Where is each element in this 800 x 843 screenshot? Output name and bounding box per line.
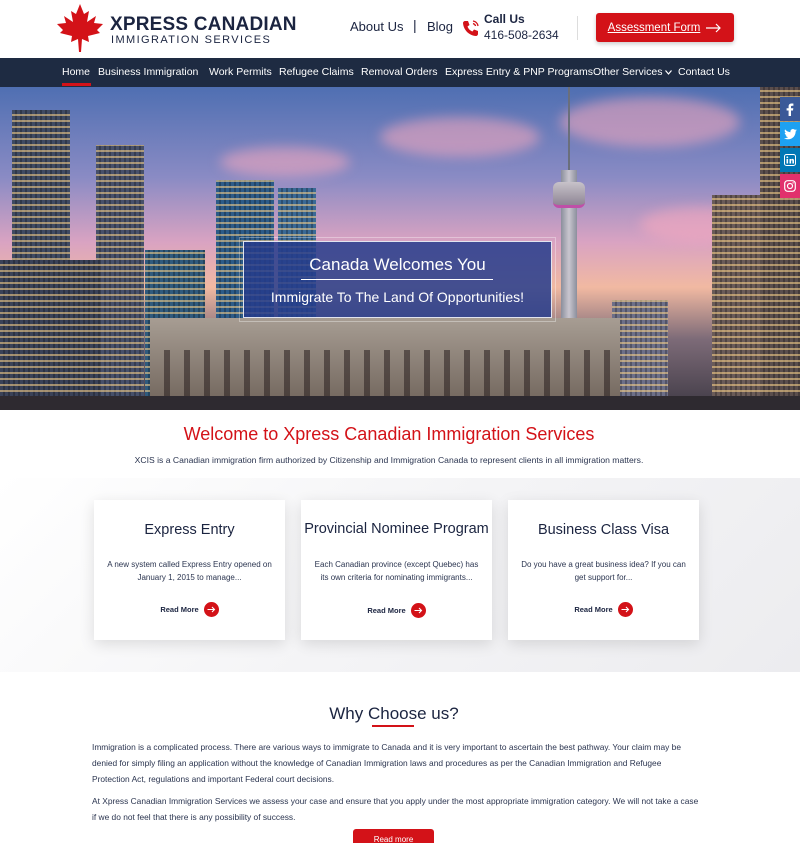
maple-leaf-icon <box>54 2 106 54</box>
linkedin-icon <box>784 154 796 166</box>
why-choose-heading: Why Choose us? <box>329 704 459 723</box>
cn-tower-pod <box>553 182 585 208</box>
nav-active-indicator <box>62 83 91 86</box>
nav-work-permits[interactable]: Work Permits <box>209 66 272 78</box>
nav-other-services-label: Other Services <box>593 66 663 78</box>
card-title: Provincial Nominee Program <box>304 521 489 537</box>
hero-message-box <box>243 241 552 318</box>
read-more-label: Read More <box>574 605 613 614</box>
why-paragraph-2: At Xpress Canadian Immigration Services we assess your case and ensure that you apply under the most appropriate immigration category. We will not take a case if we do not feel that there is any possibility of success. <box>92 796 699 822</box>
welcome-description: XCIS is a Canadian immigration firm authorized by Citizenship and Immigration Canada to represent clients in all immigration matters. <box>134 455 644 465</box>
assessment-form-label: Assessment Form <box>607 21 701 34</box>
arrow-right-icon <box>706 23 722 33</box>
card-title: Business Class Visa <box>537 522 670 538</box>
hero-banner <box>0 87 800 410</box>
hero-subtitle: Immigrate To The Land Of Opportunities! <box>270 289 525 305</box>
twitter-button[interactable] <box>780 122 800 146</box>
header-divider <box>577 16 578 40</box>
nav-removal-orders[interactable]: Removal Orders <box>361 66 438 78</box>
phone-icon <box>462 19 480 37</box>
card-description: A new system called Express Entry opened on January 1, 2015 to manage... <box>107 560 272 582</box>
assessment-form-button[interactable] <box>596 13 734 42</box>
service-card-business-class-visa[interactable] <box>508 500 699 640</box>
hero-cloud <box>560 97 740 147</box>
twitter-icon <box>784 129 797 140</box>
nav-refugee-claims[interactable]: Refugee Claims <box>279 66 354 78</box>
hero-cloud <box>220 147 350 177</box>
card-description: Each Canadian province (except Quebec) has its own criteria for nominating immigrants... <box>314 560 479 582</box>
instagram-icon <box>784 180 796 192</box>
hero-divider <box>301 279 493 280</box>
skyscraper <box>96 145 144 410</box>
arrow-circle-icon <box>618 602 633 617</box>
hero-cloud <box>380 117 540 157</box>
chevron-down-icon <box>665 70 672 75</box>
hero-title: Canada Welcomes You <box>309 255 486 274</box>
read-more-label: Read More <box>367 606 406 615</box>
main-navigation <box>0 58 800 87</box>
logo-text-secondary: IMMIGRATION SERVICES <box>111 34 272 46</box>
read-more-link[interactable] <box>301 603 492 618</box>
nav-other-services[interactable] <box>593 66 672 78</box>
read-more-label: Read More <box>160 605 199 614</box>
arrow-circle-icon <box>411 603 426 618</box>
logo-text-primary: XPRESS CANADIAN <box>110 14 297 35</box>
nav-express-entry-pnp[interactable]: Express Entry & PNP Programs <box>445 66 594 78</box>
skyscraper <box>712 195 762 410</box>
welcome-heading: Welcome to Xpress Canadian Immigration Services <box>183 424 595 444</box>
why-heading-underline <box>372 725 414 727</box>
read-more-link[interactable] <box>508 602 699 617</box>
skyscraper <box>612 300 668 410</box>
read-more-link[interactable] <box>94 602 285 617</box>
about-us-link[interactable]: About Us <box>350 19 404 34</box>
nav-home[interactable]: Home <box>62 66 91 78</box>
phone-number[interactable]: 416-508-2634 <box>484 28 559 42</box>
facebook-button[interactable] <box>780 97 800 121</box>
card-description: Do you have a great business idea? If you can get support for... <box>521 560 686 582</box>
facebook-icon <box>786 103 794 116</box>
arrow-circle-icon <box>204 602 219 617</box>
service-card-provincial-nominee[interactable] <box>301 500 492 640</box>
header-separator: | <box>413 17 417 33</box>
service-card-express-entry[interactable] <box>94 500 285 640</box>
site-logo[interactable] <box>54 2 297 54</box>
site-header <box>0 0 800 58</box>
linkedin-button[interactable] <box>780 148 800 172</box>
nav-business-immigration[interactable]: Business Immigration <box>98 66 199 78</box>
instagram-button[interactable] <box>780 174 800 198</box>
card-title: Express Entry <box>144 522 235 538</box>
call-us-label: Call Us <box>484 12 525 26</box>
skyscraper <box>0 260 100 410</box>
blog-link[interactable]: Blog <box>427 19 454 34</box>
read-more-button[interactable]: Read more <box>353 829 434 843</box>
why-paragraph-1: Immigration is a complicated process. There are various ways to immigrate to Canada and it is very important to ascertain the best pathway. Your claim may be denied for simply filing an application without the knowledge of Canadian Immigration laws and procedures as per the Canadian Immigration and Refugee Protection Act, regulations and important Federal court decisions. <box>92 742 681 784</box>
nav-contact-us[interactable]: Contact Us <box>678 66 730 78</box>
street <box>0 396 800 410</box>
